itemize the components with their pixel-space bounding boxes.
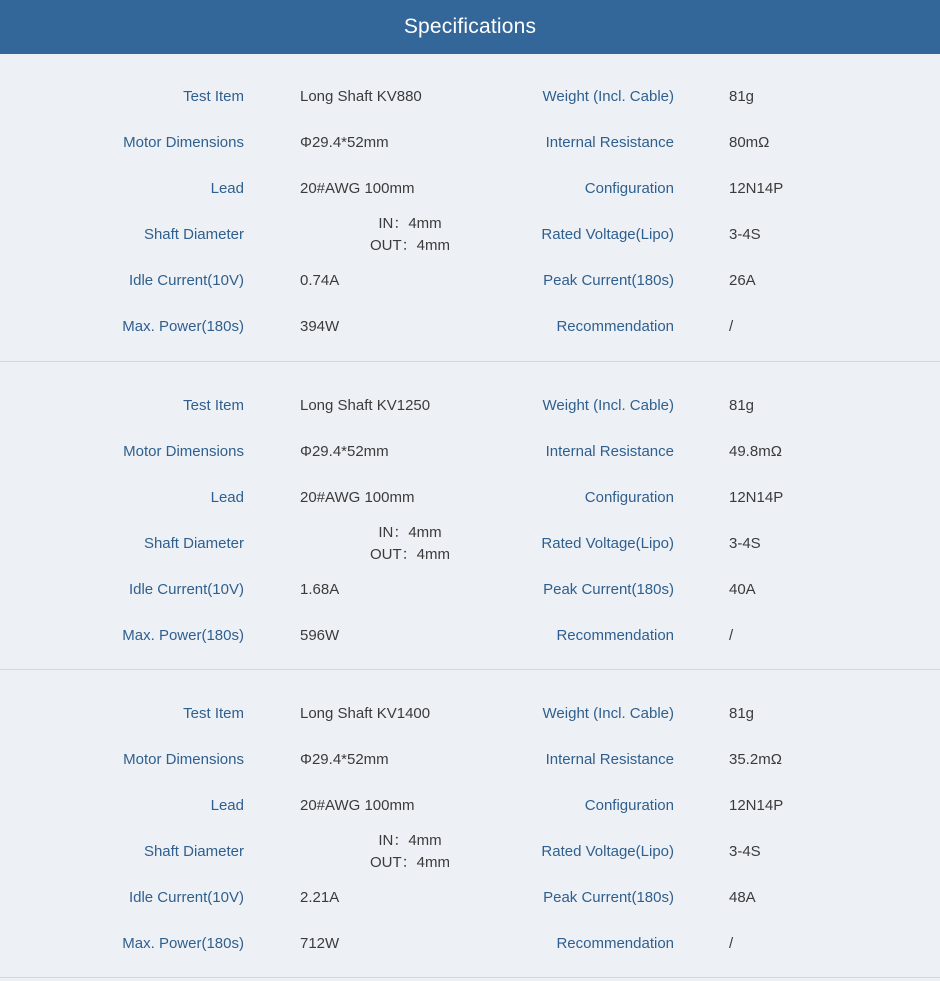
spec-row-idle-current [0, 567, 940, 613]
spec-label: Rated Voltage(Lipo) [541, 226, 674, 243]
spec-row-lead [0, 783, 940, 829]
spec-value: 394W [300, 318, 340, 335]
spec-value: 26A [729, 272, 756, 289]
spec-value: Φ29.4*52mm [300, 134, 389, 151]
shaft-in-value: IN：4mm [378, 215, 442, 232]
spec-value: 3-4S [729, 843, 761, 860]
spec-label: Shaft Diameter [143, 843, 244, 860]
spec-label: Test Item [183, 705, 244, 722]
spec-row-lead [0, 166, 940, 212]
spec-label: Shaft Diameter [143, 535, 244, 552]
spec-value-stack [300, 212, 520, 258]
spec-value: / [729, 935, 734, 952]
spec-value: 20#AWG 100mm [300, 797, 415, 814]
spec-value: 20#AWG 100mm [300, 489, 415, 506]
spec-value: 3-4S [729, 226, 761, 243]
spec-value: Φ29.4*52mm [300, 751, 389, 768]
spec-label: Recommendation [556, 318, 674, 335]
page-title: Specifications [403, 15, 537, 38]
spec-label: Recommendation [556, 935, 674, 952]
spec-row-max-power [0, 613, 940, 659]
spec-label: Idle Current(10V) [128, 581, 244, 598]
spec-label: Motor Dimensions [123, 134, 244, 151]
spec-value: Long Shaft KV880 [300, 88, 422, 105]
spec-label: Max. Power(180s) [122, 318, 244, 335]
spec-row-test-item [0, 383, 940, 429]
spec-row-test-item [0, 74, 940, 120]
spec-value: 81g [729, 705, 755, 722]
spec-row-test-item [0, 691, 940, 737]
spec-value: 80mΩ [729, 134, 770, 151]
spec-label: Motor Dimensions [123, 443, 244, 460]
spec-value: 81g [729, 88, 755, 105]
shaft-in-value: IN：4mm [378, 832, 442, 849]
spec-value: 12N14P [729, 180, 784, 197]
spec-label: Internal Resistance [545, 443, 674, 460]
shaft-in-value: IN：4mm [378, 524, 442, 541]
spec-value: Long Shaft KV1250 [300, 397, 431, 414]
spec-row-motor-dimensions [0, 120, 940, 166]
spec-label: Configuration [584, 180, 674, 197]
shaft-out-value: OUT：4mm [370, 546, 450, 563]
spec-value-stack [300, 829, 520, 875]
spec-value: / [729, 627, 734, 644]
spec-label: Weight (Incl. Cable) [542, 397, 674, 414]
spec-label: Rated Voltage(Lipo) [541, 535, 674, 552]
spec-label: Weight (Incl. Cable) [542, 705, 674, 722]
spec-label: Motor Dimensions [123, 751, 244, 768]
spec-label: Recommendation [556, 627, 674, 644]
spec-label: Configuration [584, 797, 674, 814]
spec-value: Long Shaft KV1400 [300, 705, 431, 722]
spec-label: Shaft Diameter [143, 226, 244, 243]
spec-row-shaft-diameter [0, 212, 940, 258]
spec-row-shaft-diameter [0, 829, 940, 875]
spec-row-idle-current [0, 875, 940, 921]
spec-label: Rated Voltage(Lipo) [541, 843, 674, 860]
spec-value: 40A [729, 581, 756, 598]
spec-value: 2.21A [300, 889, 340, 906]
spec-value: 35.2mΩ [729, 751, 782, 768]
shaft-out-value: OUT：4mm [370, 237, 450, 254]
spec-section-kv1400 [0, 670, 940, 978]
spec-value: 48A [729, 889, 756, 906]
specifications-header [0, 0, 940, 54]
spec-label: Lead [210, 180, 244, 197]
spec-value: 712W [300, 935, 340, 952]
spec-value: 12N14P [729, 489, 784, 506]
spec-label: Lead [210, 489, 244, 506]
spec-row-motor-dimensions [0, 737, 940, 783]
spec-label: Max. Power(180s) [122, 935, 244, 952]
spec-row-motor-dimensions [0, 429, 940, 475]
spec-value: / [729, 318, 734, 335]
spec-label: Internal Resistance [545, 751, 674, 768]
spec-section-kv1250 [0, 362, 940, 670]
spec-label: Test Item [183, 397, 244, 414]
spec-label: Test Item [183, 88, 244, 105]
spec-row-max-power [0, 304, 940, 350]
spec-label: Idle Current(10V) [128, 272, 244, 289]
spec-label: Lead [210, 797, 244, 814]
spec-label: Peak Current(180s) [543, 272, 674, 289]
spec-section-kv880 [0, 54, 940, 362]
spec-row-max-power [0, 921, 940, 967]
spec-value: 596W [300, 627, 340, 644]
spec-value: 20#AWG 100mm [300, 180, 415, 197]
spec-row-shaft-diameter [0, 521, 940, 567]
spec-label: Weight (Incl. Cable) [542, 88, 674, 105]
spec-value: 12N14P [729, 797, 784, 814]
spec-label: Internal Resistance [545, 134, 674, 151]
spec-row-idle-current [0, 258, 940, 304]
spec-label: Configuration [584, 489, 674, 506]
spec-row-lead [0, 475, 940, 521]
spec-label: Peak Current(180s) [543, 581, 674, 598]
spec-value-stack [300, 521, 520, 567]
spec-label: Max. Power(180s) [122, 627, 244, 644]
spec-value: 1.68A [300, 581, 340, 598]
spec-value: 3-4S [729, 535, 761, 552]
spec-value: 49.8mΩ [729, 443, 782, 460]
spec-value: Φ29.4*52mm [300, 443, 389, 460]
spec-label: Peak Current(180s) [543, 889, 674, 906]
spec-value: 81g [729, 397, 755, 414]
shaft-out-value: OUT：4mm [370, 854, 450, 871]
spec-value: 0.74A [300, 272, 340, 289]
spec-label: Idle Current(10V) [128, 889, 244, 906]
